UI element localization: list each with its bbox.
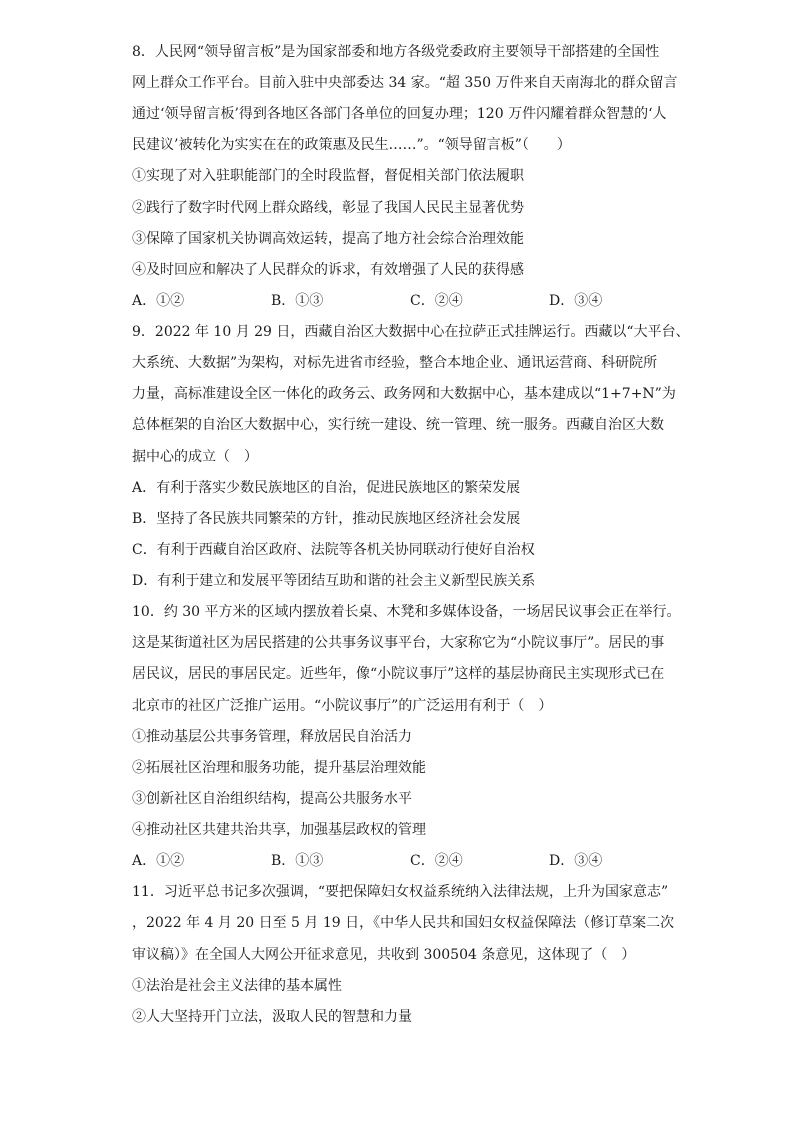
q9-option-a: A．有利于落实少数民族地区的自治，促进民族地区的繁荣发展 xyxy=(132,480,521,496)
q8-choice-b: B．①③ xyxy=(271,293,324,309)
q8-stem-line-3: 通过‘领导留言板’得到各地区各部门各单位的回复办理；120 万件闪耀着群众智慧的‘人 xyxy=(132,106,667,122)
q8-choice-c: C．②④ xyxy=(410,293,463,309)
q9-stem-line-4: 总体框架的自治区大数据中心，实行统一建设、统一管理、统一服务。西藏自治区大数 xyxy=(132,417,664,433)
q10-stem-line-4: 北京市的社区广泛推广运用。“小院议事厅”的广泛运用有利于（ ） xyxy=(132,698,553,714)
q10-answer-choices xyxy=(132,851,672,871)
q10-option-1: ①推动基层公共事务管理，释放居民自治活力 xyxy=(132,729,412,745)
q8-stem-line-2: 网上群众工作平台。目前入驻中央部委达 34 家。“超 350 万件来自天南海北的群众留言 xyxy=(132,75,678,91)
q10-option-3: ③创新社区自治组织结构，提高公共服务水平 xyxy=(132,791,412,807)
q8-answer-choices xyxy=(132,291,672,311)
q8-choice-d: D．③④ xyxy=(549,293,603,309)
q8-option-3: ③保障了国家机关协调高效运转，提高了地方社会综合治理效能 xyxy=(132,231,524,247)
q8-option-4: ④及时回应和解决了人民群众的诉求，有效增强了人民的获得感 xyxy=(132,262,524,278)
q10-choice-c: C．②④ xyxy=(410,853,463,869)
q8-stem-line-1: 8．人民网“领导留言板”是为国家部委和地方各级党委政府主要领导干部搭建的全国性 xyxy=(132,44,660,60)
q11-stem-line-3: 审议稿）》在全国人大网公开征求意见，共收到 300504 条意见，这体现了（ ） xyxy=(132,947,636,963)
q11-option-2: ②人大坚持开门立法，汲取人民的智慧和力量 xyxy=(132,1009,412,1025)
q9-option-d: D．有利于建立和发展平等团结互助和谐的社会主义新型民族关系 xyxy=(132,573,536,589)
q10-stem-line-3: 居民议，居民的事居民定。近些年，像“小院议事厅”这样的基层协商民主实现形式已在 xyxy=(132,666,665,682)
q9-stem-line-3: 力量，高标准建设全区一体化的政务云、政务网和大数据中心，基本建成以“1+7+N”为 xyxy=(132,386,676,402)
q10-stem-line-2: 这是某街道社区为居民搭建的公共事务议事平台，大家称它为“小院议事厅”。居民的事 xyxy=(132,635,665,651)
q11-stem-line-1: 11．习近平总书记多次强调，“要把保障妇女权益系统纳入法律法规，上升为国家意志” xyxy=(132,884,669,900)
q10-choice-b: B．①③ xyxy=(271,853,324,869)
q10-option-2: ②拓展社区治理和服务功能，提升基层治理效能 xyxy=(132,760,426,776)
q8-option-2: ②践行了数字时代网上群众路线，彰显了我国人民民主显著优势 xyxy=(132,200,524,216)
q9-stem-line-1: 9．2022 年 10 月 29 日，西藏自治区大数据中心在拉萨正式挂牌运行。西藏以“大平台、 xyxy=(132,324,690,340)
q8-stem-line-4: 民建议’被转化为实实在在的政策惠及民生……”。“领导留言板”（ ） xyxy=(132,137,571,153)
q11-stem-line-2: ，2022 年 4 月 20 日至 5 月 19 日，《中华人民共和国妇女权益保障法（修订草案二次 xyxy=(132,915,675,931)
q10-stem-line-1: 10．约 30 平方米的区域内摆放着长桌、木凳和多媒体设备，一场居民议事会正在举行。 xyxy=(132,604,681,620)
q8-choice-a: A．①② xyxy=(132,293,185,309)
q10-choice-a: A．①② xyxy=(132,853,185,869)
q8-option-1: ①实现了对入驻职能部门的全时段监督，督促相关部门依法履职 xyxy=(132,168,524,184)
q9-option-b: B．坚持了各民族共同繁荣的方针，推动民族地区经济社会发展 xyxy=(132,511,521,527)
q10-option-4: ④推动社区共建共治共享，加强基层政权的管理 xyxy=(132,822,426,838)
q9-option-c: C．有利于西藏自治区政府、法院等各机关协同联动行使好自治权 xyxy=(132,542,535,558)
q10-choice-d: D．③④ xyxy=(549,853,603,869)
q9-stem-line-2: 大系统、大数据”为架构，对标先进省市经验，整合本地企业、通讯运营商、科研院所 xyxy=(132,355,658,371)
q9-stem-line-5: 据中心的成立（ ） xyxy=(132,449,258,465)
q11-option-1: ①法治是社会主义法律的基本属性 xyxy=(132,978,342,994)
